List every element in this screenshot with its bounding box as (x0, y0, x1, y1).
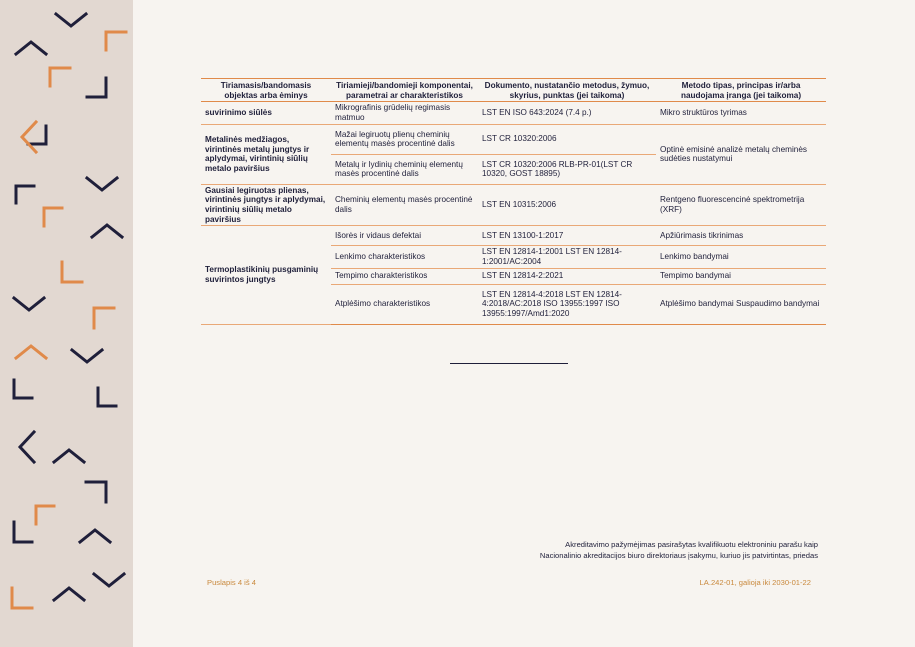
chevron-pattern-icon (0, 0, 133, 647)
cell-document: LST EN 13100-1:2017 (478, 226, 656, 246)
cell-document: LST CR 10320:2006 (478, 124, 656, 154)
validity-label: LA.242-01, galioja iki 2030-01-22 (699, 578, 811, 587)
cell-object: Gausiai legiruotas plienas, virintinės jungtys ir aplydymai, virintinių siūlių metalo paviršius (201, 184, 331, 226)
cell-component: Metalų ir lydinių cheminių elementų masės procentinė dalis (331, 154, 478, 184)
signature-note-line1: Akreditavimo pažymėjimas pasirašytas kvalifikuotu elektroniniu parašu kaip (565, 540, 818, 549)
cell-component: Lenkimo charakteristikos (331, 246, 478, 268)
header-component: Tiriamieji/bandomieji komponentai, parametrai ar charakteristikos (331, 79, 478, 102)
cell-component: Mikrografinis grūdelių regimasis matmuo (331, 102, 478, 124)
document-page (133, 0, 915, 647)
table-row (201, 226, 826, 246)
cell-document: LST EN 12814-4:2018 LST EN 12814-4:2018/AC:2018 ISO 13955:1997 ISO 13955:1997/Amd1:2020 (478, 284, 656, 324)
cell-component: Mažai legiruotų plienų cheminių elementų masės procentinė dalis (331, 124, 478, 154)
cell-component: Išorės ir vidaus defektai (331, 226, 478, 246)
cell-method: Tempimo bandymai (656, 268, 826, 284)
table-row (201, 124, 826, 154)
table-header-row (201, 79, 826, 102)
header-document: Dokumento, nustatančio metodus, žymuo, skyrius, punktas (jei taikoma) (478, 79, 656, 102)
cell-document: LST EN 12814-2:2021 (478, 268, 656, 284)
accreditation-scope-table (201, 78, 826, 325)
header-method: Metodo tipas, principas ir/arba naudojama įranga (jei taikoma) (656, 79, 826, 102)
table-row (201, 184, 826, 226)
cell-document: LST CR 10320:2006 RLB-PR-01(LST CR 10320, GOST 18895) (478, 154, 656, 184)
cell-method: Mikro struktūros tyrimas (656, 102, 826, 124)
cell-document: LST EN ISO 643:2024 (7.4 p.) (478, 102, 656, 124)
cell-object: Termoplastikinių pusgaminių suvirintos jungtys (201, 226, 331, 324)
signature-note-line2: Nacionalinio akreditacijos biuro direktoriaus įsakymu, kuriuo jis patvirtintas, priedas (539, 550, 818, 560)
cell-method: Atplėšimo bandymai Suspaudimo bandymai (656, 284, 826, 324)
cell-component: Cheminių elementų masės procentinė dalis (331, 184, 478, 226)
page-number: Puslapis 4 iš 4 (207, 578, 256, 587)
decorative-sidebar (0, 0, 133, 647)
end-of-table-divider (450, 363, 568, 364)
cell-method: Lenkimo bandymai (656, 246, 826, 268)
signature-note (540, 540, 818, 561)
cell-document: LST EN 10315:2006 (478, 184, 656, 226)
table-row (201, 102, 826, 124)
header-object: Tiriamasis/bandomasis objektas arba ėminys (201, 79, 331, 102)
cell-component: Atplėšimo charakteristikos (331, 284, 478, 324)
cell-method: Rentgeno fluorescencinė spektrometrija (XRF) (656, 184, 826, 226)
cell-document: LST EN 12814-1:2001 LST EN 12814-1:2001/AC:2004 (478, 246, 656, 268)
cell-component: Tempimo charakteristikos (331, 268, 478, 284)
cell-object: suvirinimo siūlės (201, 102, 331, 124)
cell-method: Optinė emisinė analizė metalų cheminės sudėties nustatymui (656, 124, 826, 184)
cell-object: Metalinės medžiagos, virintinės metalų jungtys ir aplydymai, virintinių siūlių metalo paviršius (201, 124, 331, 184)
cell-method: Apžiūrimasis tikrinimas (656, 226, 826, 246)
